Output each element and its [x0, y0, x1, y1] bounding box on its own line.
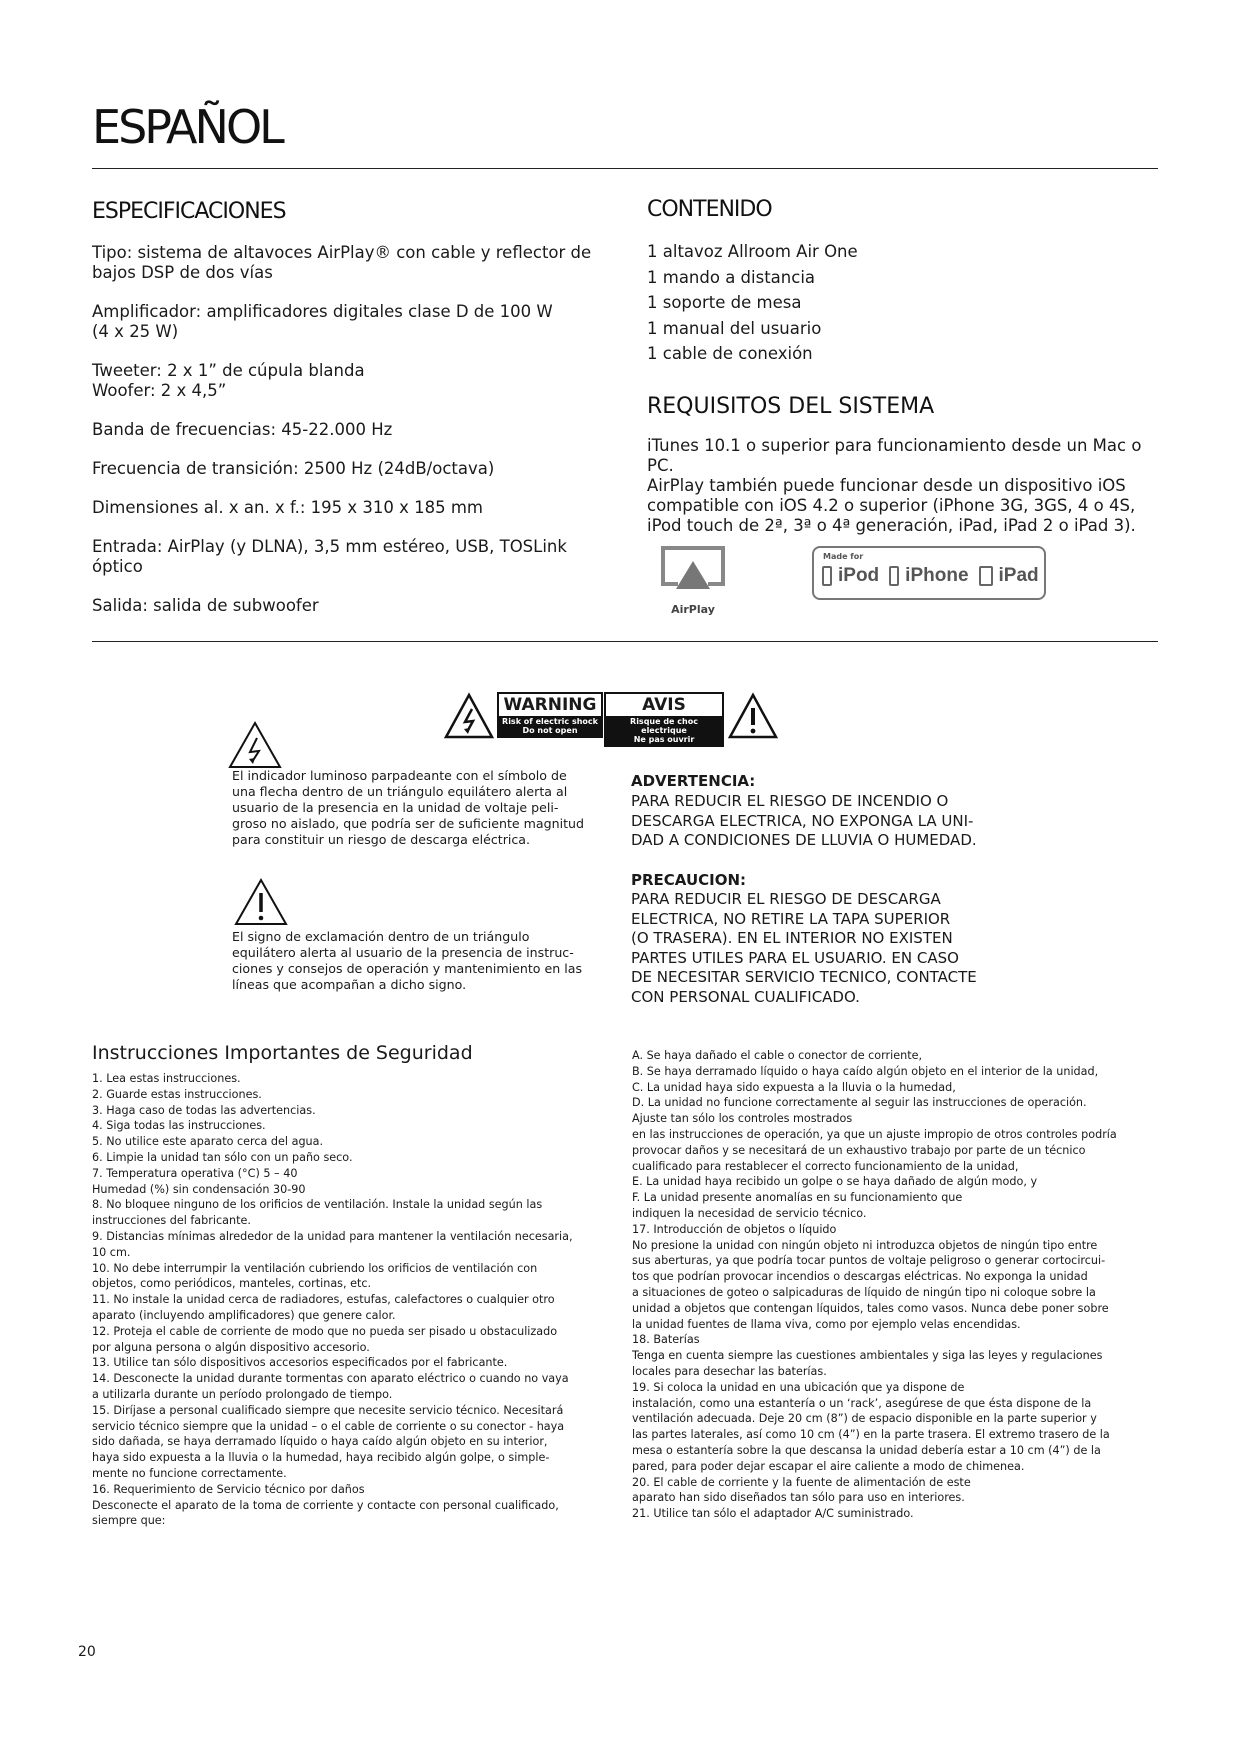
avis-subtitle: Risque de choc electrique Ne pas ouvrir	[606, 716, 722, 745]
middle-divider	[92, 641, 1158, 642]
list-item: 1 manual del usuario	[647, 318, 822, 338]
requirements-text: iTunes 10.1 o superior para funcionamiento desde un Mac o PC. AirPlay también puede funcionar desde un dispositivo iOS compatible con iOS 4.2 o superior (iPhone 3G, 3GS, 4 o 4S, iPod touch de 2ª, 3ª o 4ª generación, iPad, iPad 2 o iPad 3).	[647, 436, 1142, 535]
page-title: ESPAÑOL	[92, 100, 282, 154]
ipad-icon	[979, 566, 993, 586]
spec-item: Salida: salida de subwoofer	[92, 596, 319, 615]
list-item: 1 soporte de mesa	[647, 293, 802, 312]
safety-heading: Instrucciones Importantes de Seguridad	[92, 1042, 473, 1064]
advertencia-heading: ADVERTENCIA:	[631, 772, 756, 790]
exclamation-triangle-icon	[727, 692, 779, 740]
specs-list	[92, 243, 592, 635]
list-item: 1 altavoz Allroom Air One	[647, 242, 858, 261]
safety-right-text: A. Se haya dañado el cable o conector de corriente, B. Se haya derramado líquido o haya caído algún objeto en el interior de la unidad, C. La unidad haya sido expuesta a la lluvia o la humedad, D. La unidad no funcione correctamente al seguir las instrucciones de operación. Ajuste tan sólo los controles mostrados en las instrucciones de operación, ya que un ajuste impropio de otros controles podría provocar daños y se necesitará de un exhaustivo trabajo por parte de un técnico cualificado para restablecer el correcto funcionamiento de la unidad, E. La unidad haya recibido un golpe o se haya dañado de algún modo, y F. La unidad presente anomalías en su funcionamiento que indiquen la necesidad de servicio técnico. 17. Introducción de objetos o líquido No presione la unidad con ningún objeto ni introduzca objetos de ningún tipo entre sus aberturas, ya que podría tocar puntos de voltaje peligroso o generar cortocircui- tos que podrían provocar incendios o descargas eléctricas. No exponga la unidad a situaciones de goteo o salpicaduras de líquido de ningún tipo ni coloque sobre la unidad a objetos que contengan líquidos, tales como vasos. Nunca debe poner sobre la unidad fuentes de llama viva, como por ejemplo velas encendidas. 18. Baterías Tenga en cuenta siempre las cuestiones ambientales y siga las leyes y regulaciones locales para desechar las baterías. 19. Si coloca la unidad en una ubicación que ya dispone de instalación, como una estantería o un ‘rack’, asegúrese de que ésta dispone de la ventilación adecuada. Deje 20 cm (8”) de espacio disponible en la parte superior y las partes laterales, así como 10 cm (4”) en la parte trasera. El extremo trasero de la mesa o estantería sobre la que descansa la unidad debería estar a 10 cm (4”) de la pared, para poder dejar escapar el aire caliente a modo de chimenea. 20. El cable de corriente y la fuente de alimentación de este aparato han sido diseñados tan sólo para uso en interiores. 21. Utilice tan sólo el adaptador A/C suministrado.	[632, 1049, 1117, 1521]
contents-list	[647, 239, 858, 367]
spec-item: Amplificador: amplificadores digitales clase D de 100 W (4 x 25 W)	[92, 302, 553, 341]
iphone-label: iPhone	[905, 565, 969, 586]
made-for-label: Made for	[823, 552, 864, 561]
made-for-badge	[812, 546, 1046, 600]
lightning-symbol-icon	[227, 720, 283, 770]
spec-item: Entrada: AirPlay (y DLNA), 3,5 mm estéreo, USB, TOSLink óptico	[92, 537, 567, 576]
warning-title: WARNING	[503, 695, 597, 715]
warning-subtitle: Risk of electric shock Do not open	[499, 716, 601, 736]
exclamation-symbol-icon	[233, 877, 289, 927]
avis-label	[604, 692, 724, 747]
requirements-heading: REQUISITOS DEL SISTEMA	[647, 394, 935, 419]
specs-heading: ESPECIFICACIONES	[92, 199, 286, 224]
spec-item: Banda de frecuencias: 45-22.000 Hz	[92, 420, 393, 439]
airplay-label: AirPlay	[671, 603, 715, 616]
precaucion-text: PARA REDUCIR EL RIESGO DE DESCARGA ELECTRICA, NO RETIRE LA TAPA SUPERIOR (O TRASERA). EN EL INTERIOR NO EXISTEN PARTES UTILES PARA EL USUARIO. EN CASO DE NECESITAR SERVICIO TECNICO, CONTACTE CON PERSONAL CUALIFICADO.	[631, 890, 977, 1006]
exclamation-symbol-text: El signo de exclamación dentro de un triángulo equilátero alerta al usuario de la presencia de instruc- ciones y consejos de operación y mantenimiento en las líneas que acompañan a dicho signo.	[232, 929, 583, 992]
safety-left-text: 1. Lea estas instrucciones. 2. Guarde estas instrucciones. 3. Haga caso de todas las advertencias. 4. Siga todas las instrucciones. 5. No utilice este aparato cerca del agua. 6. Limpie la unidad tan sólo con un paño seco. 7. Temperatura operativa (°C) 5 – 40 Humedad (%) sin condensación 30-90 8. No bloquee ninguno de los orificios de ventilación. Instale la unidad según las instrucciones del fabricante. 9. Distancias mínimas alrededor de la unidad para mantener la ventilación necesaria, 10 cm. 10. No debe interrumpir la ventilación cubriendo los orificios de ventilación con objetos, como periódicos, manteles, cortinas, etc. 11. No instale la unidad cerca de radiadores, estufas, calefactores o cualquier otro aparato (incluyendo amplificadores) que genere calor. 12. Proteja el cable de corriente de modo que no pueda ser pisado u obstaculizado por alguna persona o algún dispositivo accesorio. 13. Utilice tan sólo dispositivos accesorios especificados por el fabricante. 14. Desconecte la unidad durante tormentas con aparato eléctrico o cuando no vaya a utilizarla durante un período prolongado de tiempo. 15. Diríjase a personal cualificado siempre que necesite servicio técnico. Necesitará servicio técnico siempre que la unidad – o el cable de corriente o su conector - haya sido dañada, se haya derramado líquido o haya caído algún objeto en su interior, haya sido expuesta a la lluvia o la humedad, haya recibido algún golpe, o simple- mente no funcione correctamente. 16. Requerimiento de Servicio técnico por daños Desconecte el aparato de la toma de corriente y contacte con personal cualificado, siempre que:	[92, 1072, 573, 1528]
list-item: 1 mando a distancia	[647, 267, 816, 287]
spec-item: Tweeter: 2 x 1” de cúpula blanda Woofer: 2 x 4,5”	[92, 361, 365, 400]
iphone-icon	[889, 566, 899, 586]
spec-item: Dimensiones al. x an. x f.: 195 x 310 x 185 mm	[92, 498, 483, 517]
ipad-label: iPad	[998, 565, 1039, 586]
advertencia-text: PARA REDUCIR EL RIESGO DE INCENDIO O DESCARGA ELECTRICA, NO EXPONGA LA UNI- DAD A CONDICIONES DE LLUVIA O HUMEDAD.	[631, 792, 977, 850]
precaucion-heading: PRECAUCION:	[631, 871, 747, 889]
avis-title: AVIS	[642, 695, 686, 715]
lightning-triangle-icon	[443, 692, 495, 740]
top-divider	[92, 168, 1158, 169]
warning-label	[497, 692, 603, 738]
ipod-icon	[822, 566, 832, 586]
list-item: 1 cable de conexión	[647, 344, 813, 363]
spec-item: Frecuencia de transición: 2500 Hz (24dB/octava)	[92, 459, 495, 478]
airplay-icon	[660, 545, 726, 597]
spec-item: Tipo: sistema de altavoces AirPlay® con cable y reflector de bajos DSP de dos vías	[92, 243, 592, 282]
airplay-logo	[660, 545, 726, 615]
ipod-label: iPod	[838, 565, 880, 586]
lightning-symbol-text: El indicador luminoso parpadeante con el símbolo de una flecha dentro de un triángulo equilátero alerta al usuario de la presencia en la unidad de voltaje peli- groso no aislado, que podría ser de suficiente magnitud para constituir un riesgo de descarga eléctrica.	[232, 768, 585, 847]
page-number: 20	[78, 1644, 96, 1660]
contents-heading: CONTENIDO	[647, 197, 772, 222]
